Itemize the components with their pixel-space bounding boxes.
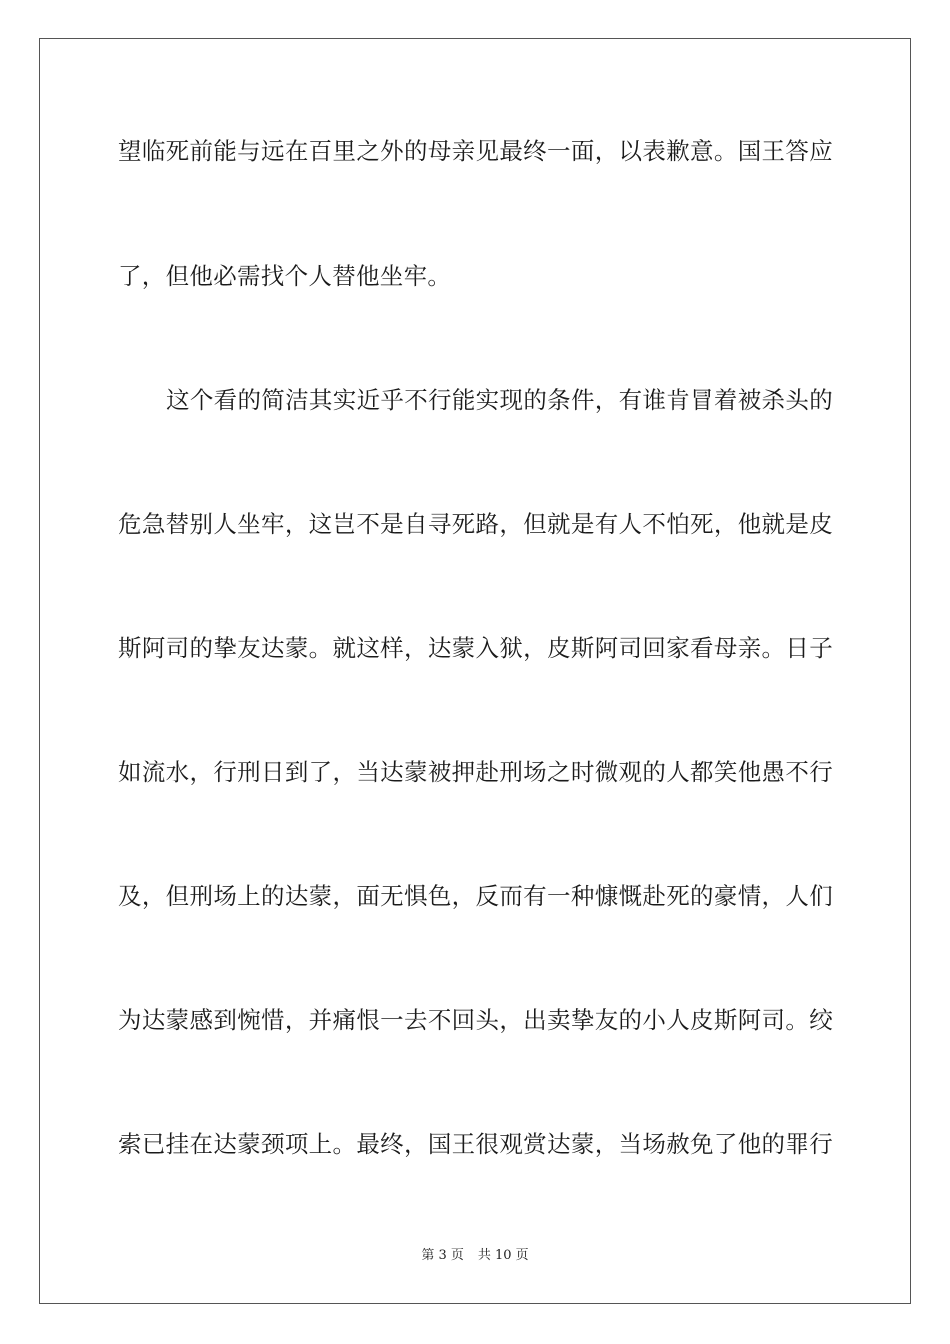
text-line: 斯阿司的挚友达蒙。就这样，达蒙入狱，皮斯阿司回家看母亲。日子 [118, 634, 833, 662]
text-line: 如流水，行刑日到了，当达蒙被押赴刑场之时微观的人都笑他愚不行 [118, 758, 833, 786]
text-line: 危急替别人坐牢，这岂不是自寻死路，但就是有人不怕死，他就是皮 [118, 510, 833, 538]
page-footer [0, 1247, 950, 1265]
text-line: 了，但他必需找个人替他坐牢。 [118, 262, 452, 290]
page-number: 第 3 页 [421, 1248, 464, 1263]
text-line: 望临死前能与远在百里之外的母亲见最终一面，以表歉意。国王答应 [118, 137, 833, 165]
text-line: 为达蒙感到惋惜，并痛恨一去不回头，出卖挚友的小人皮斯阿司。绞 [118, 1006, 833, 1034]
text-line: 这个看的简洁其实近乎不行能实现的条件，有谁肯冒着被杀头的 [166, 386, 833, 414]
page-total: 共 10 页 [477, 1248, 529, 1263]
page-border [39, 38, 911, 1304]
text-line: 及，但刑场上的达蒙，面无惧色，反而有一种慷慨赴死的豪情，人们 [118, 882, 833, 910]
text-line: 索已挂在达蒙颈项上。最终，国王很观赏达蒙，当场赦免了他的罪行 [118, 1130, 833, 1158]
